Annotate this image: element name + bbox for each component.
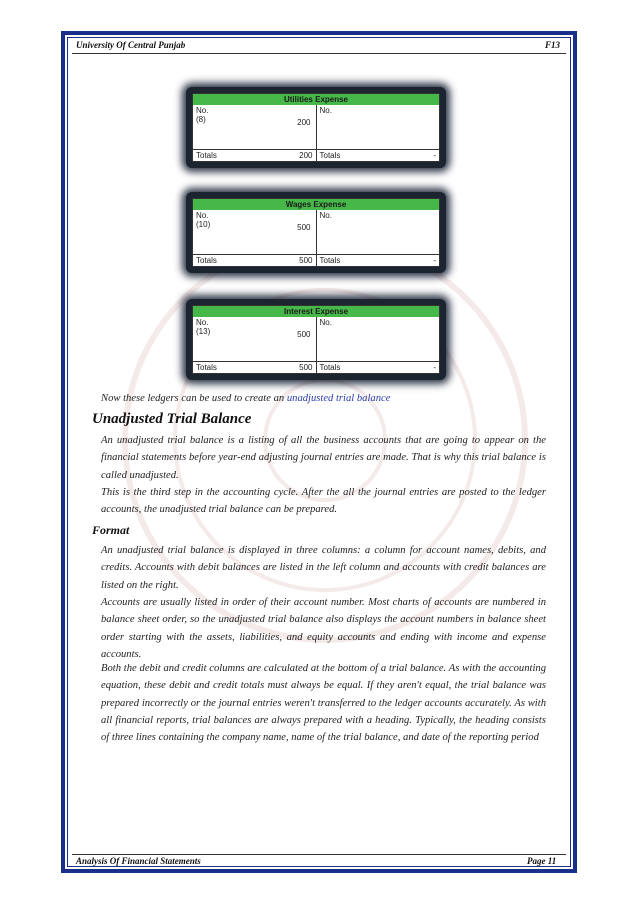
- ledger-totals-debit: 500: [299, 256, 313, 265]
- ledger-entry-ref: (10): [196, 220, 211, 229]
- ledger-totals-debit: 200: [299, 151, 313, 160]
- ledger-title: Wages Expense: [193, 199, 439, 210]
- header-left-text: University Of Central Punjab: [76, 40, 186, 50]
- ledger-debit-no: No.: [196, 318, 209, 327]
- intro-text: Now these ledgers can be used to create an: [101, 393, 287, 404]
- ledger-credit-no: No.: [319, 318, 332, 327]
- ledger-wages-expense: [186, 192, 446, 273]
- ledger-entry-ref: (13): [196, 327, 211, 336]
- section1-para-2: This is the third step in the accounting cycle. After the all the journal entries are posted to the ledger accounts, the unadjusted trial balance can be prepared.: [101, 487, 546, 516]
- ledger-utilities-expense: [186, 87, 446, 168]
- ledger-debit-no: No.: [196, 106, 209, 115]
- section2-para-3: Both the debit and credit columns are calculated at the bottom of a trial balance. As with the accounting equation, these debit and credit totals must always be equal. If they aren't equal, the trial balance was prepared incorrectly or the journal entries weren't transferred to the ledger accounts accurately. As with all financial reports, trial balances are always prepared with a heading. Typically, the heading consists of three lines containing the company name, name of the trial balance, and date of the reporting period: [101, 663, 546, 744]
- ledger-interest-expense: [186, 299, 446, 380]
- ledger-totals-credit: -: [433, 363, 436, 372]
- footer-left-text: Analysis Of Financial Statements: [76, 856, 201, 866]
- section2-para-2: Accounts are usually listed in order of their account number. Most charts of accounts are numbered in balance sheet order, so the unadjusted trial balance also displays the account numbers in balance sheet order starting with the assets, liabilities, and equity accounts and ending with income and expense accounts.: [101, 597, 546, 660]
- section1-para-1: An unadjusted trial balance is a listing of all the business accounts that are going to appear on the financial statements before year-end adjusting journal entries are made. That is why this trial balance is called unadjusted.: [101, 435, 546, 481]
- ledger-totals-label: Totals: [319, 256, 341, 265]
- header-right-text: F13: [545, 40, 561, 50]
- ledger-totals-debit: 500: [299, 363, 313, 372]
- ledger-entry-amount: 500: [297, 223, 311, 232]
- section2-para-1: An unadjusted trial balance is displayed in three columns: a column for account names, debits, and credits. Accounts with debit balances are listed in the left column and accounts with credit balances are listed on the right.: [101, 545, 546, 591]
- ledger-credit-no: No.: [319, 106, 332, 115]
- ledger-title: Interest Expense: [193, 306, 439, 317]
- ledger-debit-no: No.: [196, 211, 209, 220]
- trial-balance-link[interactable]: unadjusted trial balance: [286, 393, 391, 404]
- footer-rule: [72, 854, 566, 855]
- header-rule: [72, 53, 566, 54]
- ledger-totals-credit: -: [433, 151, 436, 160]
- ledger-entry-amount: 500: [297, 330, 311, 339]
- ledger-entry-ref: (8): [196, 115, 206, 124]
- ledger-totals-label: Totals: [196, 151, 217, 160]
- ledger-totals-label: Totals: [196, 363, 217, 372]
- ledger-entry-amount: 200: [297, 118, 311, 127]
- ledger-totals-credit: -: [433, 256, 436, 265]
- section-heading-format: Format: [92, 523, 130, 537]
- ledger-totals-label: Totals: [319, 363, 341, 372]
- footer-page-number: Page 11: [527, 856, 557, 866]
- ledger-title: Utilities Expense: [193, 94, 439, 105]
- section-heading-unadjusted: Unadjusted Trial Balance: [92, 411, 252, 427]
- ledger-totals-label: Totals: [319, 151, 341, 160]
- intro-line: [101, 390, 546, 407]
- ledger-credit-no: No.: [319, 211, 332, 220]
- ledger-totals-label: Totals: [196, 256, 217, 265]
